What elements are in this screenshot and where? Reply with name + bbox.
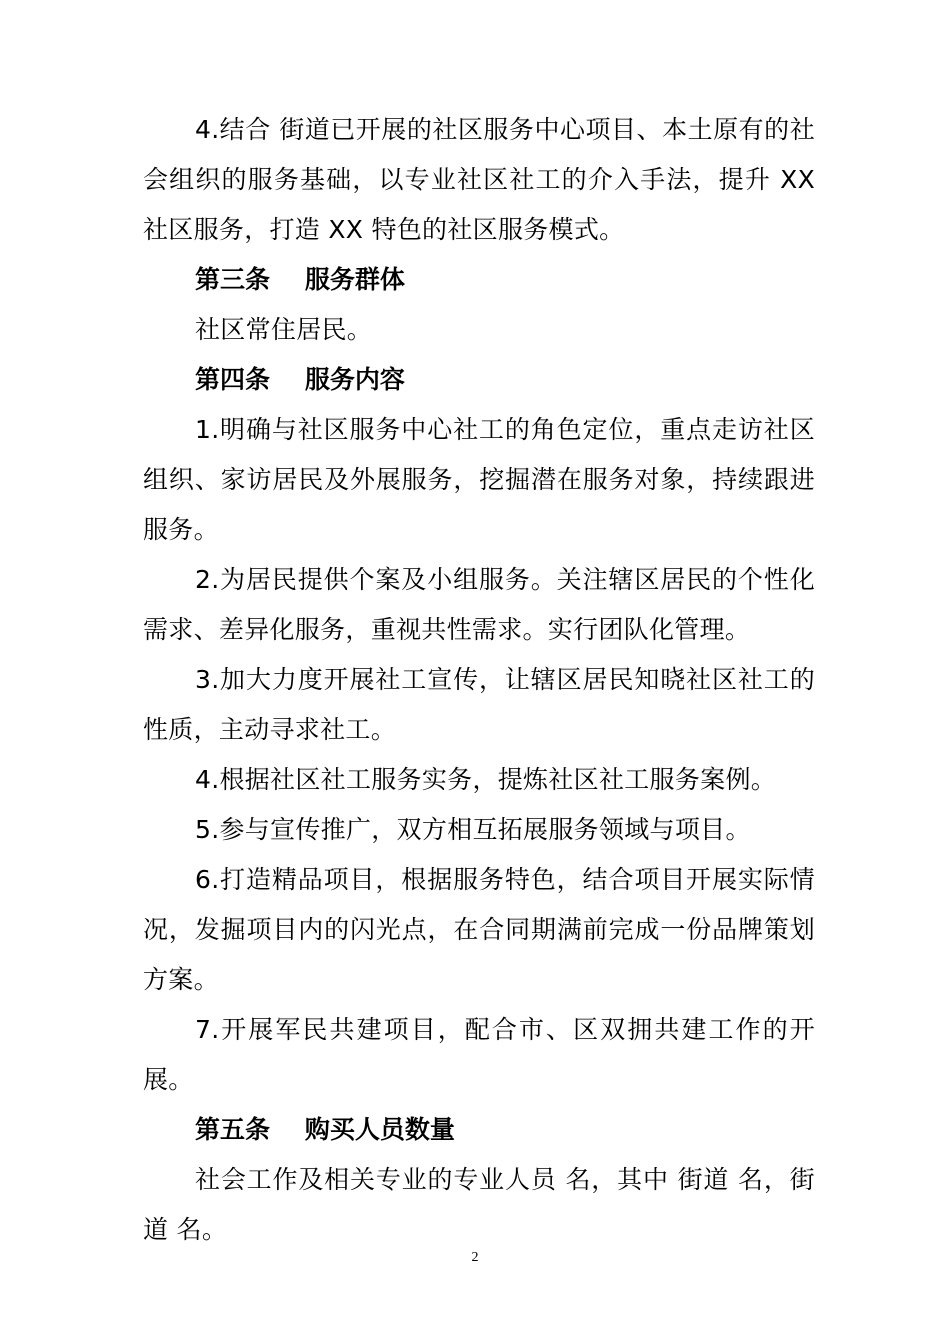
service-content-item-5: 5.参与宣传推广，双方相互拓展服务领域与项目。	[195, 815, 751, 844]
article-5-heading: 第五条 购买人员数量	[195, 1115, 455, 1144]
document-body	[143, 105, 815, 1255]
service-content-item-3: 3.加大力度开展社工宣传，让辖区居民知晓社区社工的性质，主动寻求社工。	[143, 665, 815, 744]
service-content-item-4: 4.根据社区社工服务实务，提炼社区社工服务案例。	[195, 765, 777, 794]
service-content-item-7: 7.开展军民共建项目，配合市、区双拥共建工作的开展。	[143, 1015, 815, 1094]
article-3-heading: 第三条 服务群体	[195, 265, 405, 294]
service-content-item-2: 2.为居民提供个案及小组服务。关注辖区居民的个性化需求、差异化服务，重视共性需求。实行团队化管理。	[143, 565, 815, 644]
paragraph-item-4-combine: 4.结合 街道已开展的社区服务中心项目、本土原有的社会组织的服务基础，以专业社区社工的介入手法，提升 XX社区服务，打造 XX 特色的社区服务模式。	[143, 115, 815, 244]
service-content-item-1: 1.明确与社区服务中心社工的角色定位，重点走访社区组织、家访居民及外展服务，挖掘潜在服务对象，持续跟进服务。	[143, 415, 815, 544]
staff-quantity-text: 社会工作及相关专业的专业人员 名，其中 街道 名，街道 名。	[143, 1165, 815, 1244]
article-4-heading: 第四条 服务内容	[195, 365, 405, 394]
service-group-text: 社区常住居民。	[195, 315, 373, 344]
service-content-item-6: 6.打造精品项目，根据服务特色，结合项目开展实际情况，发掘项目内的闪光点，在合同期满前完成一份品牌策划方案。	[143, 865, 815, 994]
page-number: 2	[471, 1250, 479, 1265]
